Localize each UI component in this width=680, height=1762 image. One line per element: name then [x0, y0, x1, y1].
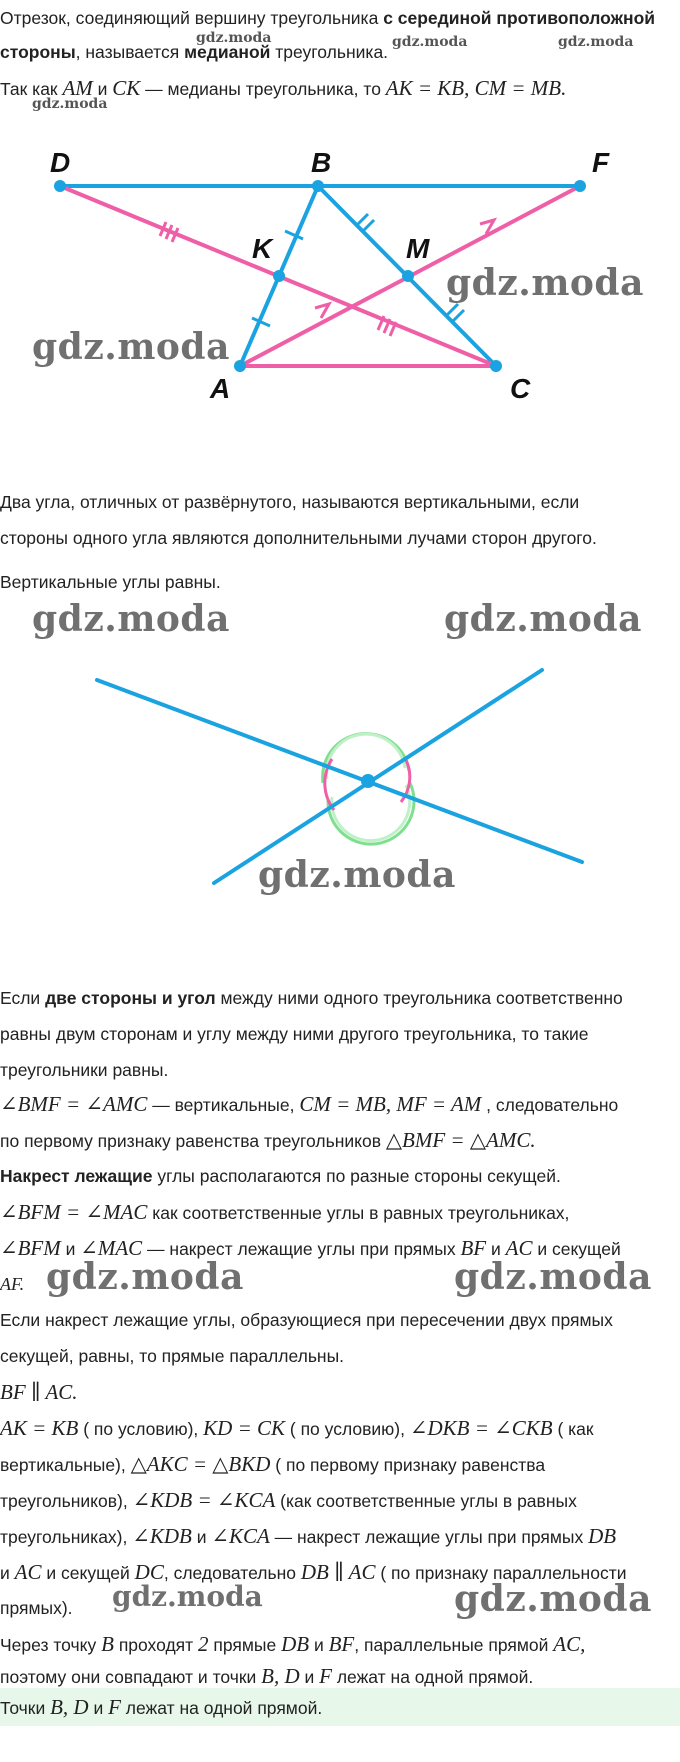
alternate-angles-definition: Накрест лежащие углы располагаются по разные стороны секущей. — [0, 1166, 561, 1186]
watermark: gdz.moda — [46, 1256, 244, 1298]
proof-line-2: вертикальные), △AKC = △BKD ( по первому признаку равенства — [0, 1452, 546, 1476]
point-b — [312, 180, 324, 192]
angles-bmf-amc: ∠BMF = ∠AMC — вертикальные, CM = MB, MF = AM , следовательно — [0, 1092, 619, 1116]
bf-parallel-ac: BF ∥ AC. — [0, 1380, 78, 1404]
watermark: gdz.moda — [558, 34, 634, 50]
point-f — [574, 180, 586, 192]
watermark: gdz.moda — [32, 96, 108, 112]
proof-line-1: AK = KB ( по условию), KD = CK ( по условию), ∠DKB = ∠CKB ( как — [0, 1416, 594, 1440]
label-a: A — [210, 373, 231, 404]
watermark: gdz.moda — [112, 1580, 263, 1613]
point-a — [234, 360, 246, 372]
watermark: gdz.moda — [454, 1578, 652, 1620]
watermark: gdz.moda — [444, 598, 642, 640]
proof-line-6: прямых). — [0, 1598, 73, 1618]
triangles-bmf-amc-equal: по первому признаку равенства треугольников △BMF = △AMC. — [0, 1128, 536, 1152]
label-f: F — [592, 147, 610, 178]
watermark: gdz.moda — [446, 262, 644, 304]
watermark: gdz.moda — [32, 326, 230, 368]
intersection-point — [361, 774, 375, 788]
proof-line-3: треугольников), ∠KDB = ∠KCA (как соответственные углы в равных — [0, 1488, 577, 1512]
definition-median-line-1: Отрезок, соединяющий вершину треугольника с серединой противоположной — [0, 8, 656, 28]
sas-criterion-1: Если две стороны и угол между ними одного треугольника соответственно — [0, 988, 623, 1008]
vertical-angles-definition-1: Два угла, отличных от развёрнутого, называются вертикальными, если — [0, 492, 580, 512]
point-k — [273, 270, 285, 282]
transversal-af: AF. — [0, 1274, 25, 1294]
conclusion-line-1: Через точку B проходят 2 прямые DB и BF, параллельные прямой AC, — [0, 1632, 586, 1656]
label-m: M — [406, 233, 430, 264]
answer-text: Точки B, D и F лежат на одной прямой. — [0, 1695, 323, 1719]
watermark: gdz.moda — [258, 854, 456, 896]
sas-criterion-3: треугольники равны. — [0, 1060, 169, 1080]
parallel-criterion-2: секущей, равны, то прямые параллельны. — [0, 1346, 345, 1366]
label-c: C — [510, 373, 531, 404]
angles-bfm-mac: ∠BFM = ∠MAC как соответственные углы в равных треугольниках, — [0, 1200, 570, 1224]
sas-criterion-2: равны двум сторонам и углу между ними другого треугольника, то такие — [0, 1024, 589, 1044]
watermark: gdz.moda — [392, 34, 468, 50]
proof-line-4: треугольниках), ∠KDB и ∠KCA — накрест лежащие углы при прямых DB — [0, 1524, 617, 1548]
point-c — [490, 360, 502, 372]
watermark: gdz.moda — [32, 598, 230, 640]
point-d — [54, 180, 66, 192]
point-m — [402, 270, 414, 282]
watermark: gdz.moda — [454, 1256, 652, 1298]
label-k: K — [252, 233, 273, 264]
medians-statement: Так как AM и CK — медианы треугольника, то AK = KB, CM = MB. — [0, 76, 567, 100]
definition-median-line-2: стороны, называется медианой треугольника. — [0, 42, 389, 62]
label-d: D — [50, 147, 71, 178]
line-2 — [214, 670, 542, 883]
line-1 — [97, 680, 582, 862]
parallel-criterion-1: Если накрест лежащие углы, образующиеся при пересечении двух прямых — [0, 1310, 613, 1330]
vertical-angles-theorem: Вертикальные углы равны. — [0, 572, 221, 592]
label-b: B — [311, 147, 332, 178]
alternate-angles-bf-ac: ∠BFM и ∠MAC — накрест лежащие углы при прямых BF и AC и секущей — [0, 1236, 621, 1260]
watermark: gdz.moda — [196, 30, 272, 46]
proof-line-5: и AC и секущей DC, следовательно DB ∥ AC ( по признаку параллельности — [0, 1560, 627, 1584]
conclusion-line-2: поэтому они совпадают и точки B, D и F лежат на одной прямой. — [0, 1664, 534, 1688]
vertical-angles-definition-2: стороны одного угла являются дополнительными лучами сторон другого. — [0, 528, 597, 548]
